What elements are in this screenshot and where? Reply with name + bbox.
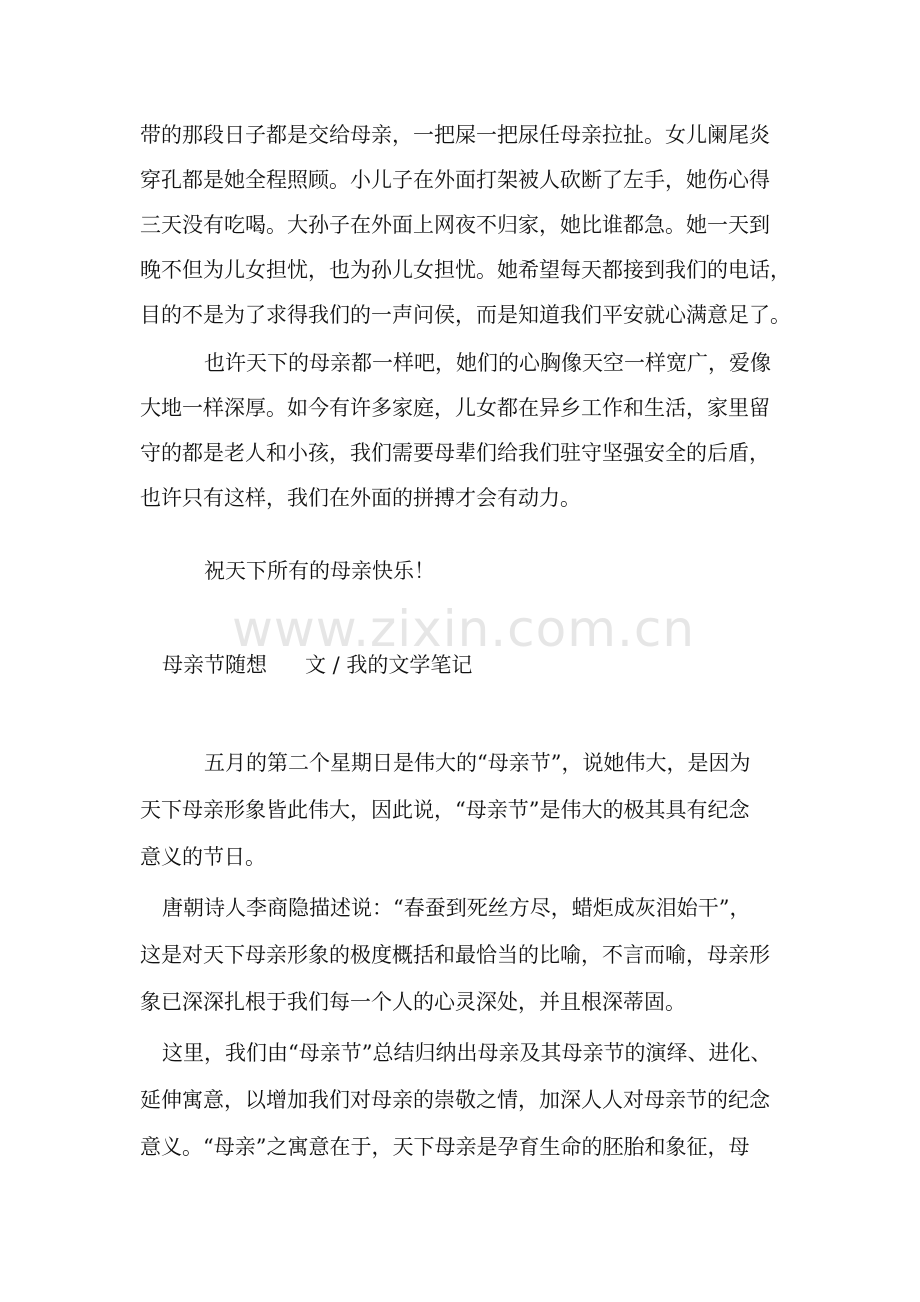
paragraph-line: 带的那段日子都是交给母亲，一把屎一把尿任母亲拉扯。女儿阑尾炎	[140, 123, 770, 147]
article-title: 母亲节随想	[162, 653, 267, 677]
paragraph-line: 也许天下的母亲都一样吧，她们的心胸像天空一样宽广，爱像	[204, 351, 771, 375]
paragraph-line: 意义。“母亲”之寓意在于，天下母亲是孕育生命的胚胎和象征，母	[140, 1135, 750, 1159]
paragraph-line: 这里，我们由“母亲节”总结归纳出母亲及其母亲节的演绎、进化、	[162, 1041, 772, 1065]
paragraph-line: 这是对天下母亲形象的极度概括和最恰当的比喻，不言而喻，母亲形	[140, 943, 770, 967]
watermark-text: www.zixin.com.cn	[232, 600, 696, 658]
paragraph-line: 天下母亲形象皆此伟大，因此说，“母亲节”是伟大的极其具有纪念	[140, 798, 750, 822]
article-heading	[162, 650, 472, 680]
paragraph-line: 延伸寓意，以增加我们对母亲的崇敬之情，加深人人对母亲节的纪念	[140, 1088, 770, 1112]
paragraph-line: 守的都是老人和小孩，我们需要母辈们给我们驻守坚强安全的后盾，	[140, 441, 770, 465]
paragraph-line: 五月的第二个星期日是伟大的“母亲节”，说她伟大，是因为	[204, 751, 751, 775]
paragraph-line: 意义的节日。	[140, 845, 266, 869]
paragraph-line: 象已深深扎根于我们每一个人的心灵深处，并且根深蒂固。	[140, 990, 686, 1014]
paragraph-line: 三天没有吃喝。大孙子在外面上网夜不归家，她比谁都急。她一天到	[140, 213, 770, 237]
paragraph-line: 大地一样深厚。如今有许多家庭，儿女都在异乡工作和生活，家里留	[140, 396, 770, 420]
article-byline: 文 / 我的文学笔记	[305, 653, 473, 677]
closing-line: 祝天下所有的母亲快乐！	[204, 559, 435, 583]
paragraph-line: 也许只有这样，我们在外面的拼搏才会有动力。	[140, 486, 581, 510]
paragraph-line: 穿孔都是她全程照顾。小儿子在外面打架被人砍断了左手，她伤心得	[140, 168, 770, 192]
paragraph-line: 目的不是为了求得我们的一声问侯，而是知道我们平安就心满意足了。	[140, 303, 791, 327]
paragraph-line: 唐朝诗人李商隐描述说：“春蚕到死丝方尽，蜡炬成灰泪始干”，	[162, 896, 751, 920]
paragraph-line: 晚不但为儿女担忧，也为孙儿女担忧。她希望每天都接到我们的电话，	[140, 258, 791, 282]
